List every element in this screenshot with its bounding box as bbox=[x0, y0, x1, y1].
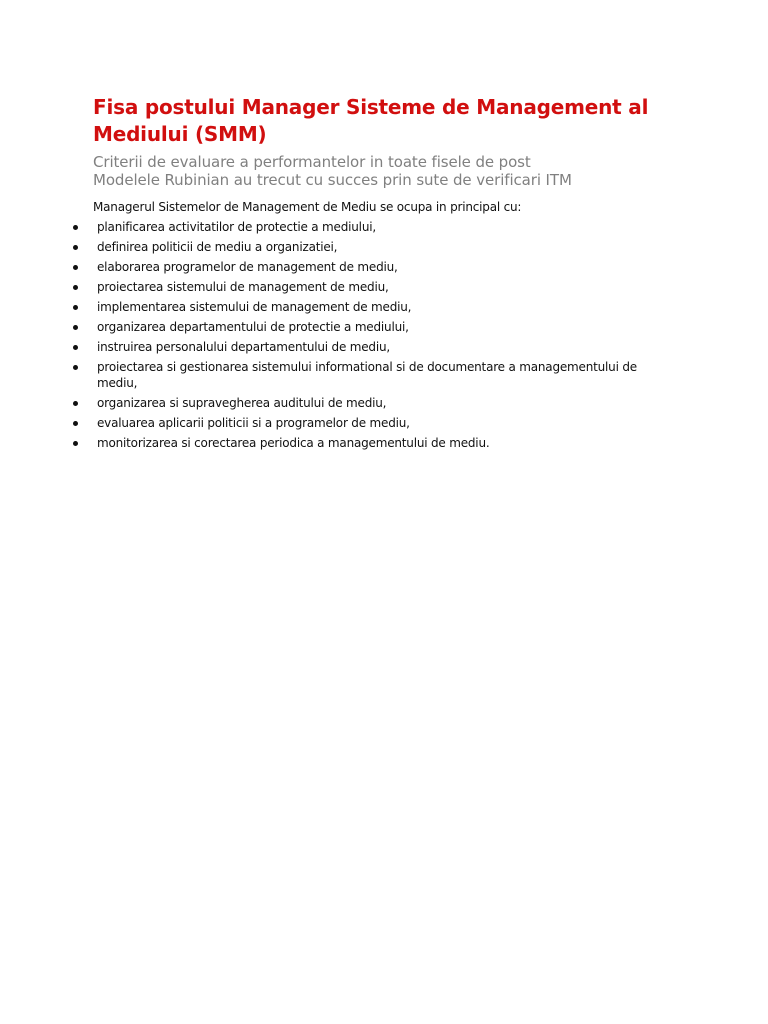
duty-text: instruirea personalului departamentului de mediu, bbox=[97, 340, 391, 354]
duty-item bbox=[60, 435, 660, 451]
duty-text: implementarea sistemului de management de mediu, bbox=[97, 300, 412, 314]
bullet-icon bbox=[73, 325, 78, 330]
duty-text: proiectarea sistemului de management de mediu, bbox=[97, 280, 389, 294]
duty-item bbox=[60, 279, 660, 295]
duty-text: planificarea activitatilor de protectie a mediului, bbox=[97, 220, 376, 234]
duty-text: organizarea si supravegherea auditului de mediu, bbox=[97, 396, 387, 410]
duty-item bbox=[60, 219, 660, 235]
document-title: Fisa postului Manager Sisteme de Management al Mediului (SMM) bbox=[93, 95, 649, 146]
bullet-icon bbox=[73, 421, 78, 426]
duty-item bbox=[60, 395, 660, 411]
duty-text: monitorizarea si corectarea periodica a managementului de mediu. bbox=[97, 436, 490, 450]
duty-item bbox=[60, 259, 660, 275]
duty-item bbox=[60, 239, 660, 255]
duty-text: definirea politicii de mediu a organizatiei, bbox=[97, 240, 338, 254]
intro-paragraph: Managerul Sistemelor de Management de Mediu se ocupa in principal cu: bbox=[93, 200, 522, 214]
bullet-icon bbox=[73, 345, 78, 350]
bullet-icon bbox=[73, 265, 78, 270]
bullet-icon bbox=[73, 365, 78, 370]
duty-text: proiectarea si gestionarea sistemului informational si de documentare a managementului de mediu, bbox=[97, 360, 637, 390]
subtitle-line-1: Criterii de evaluare a performantelor in toate fisele de post bbox=[93, 153, 531, 171]
bullet-icon bbox=[73, 401, 78, 406]
duty-item bbox=[60, 359, 660, 391]
subtitle-line-2: Modelele Rubinian au trecut cu succes prin sute de verificari ITM bbox=[93, 171, 572, 189]
duty-item bbox=[60, 299, 660, 315]
duty-item bbox=[60, 319, 660, 335]
bullet-icon bbox=[73, 305, 78, 310]
duties-list bbox=[60, 219, 660, 455]
duty-text: organizarea departamentului de protectie a mediului, bbox=[97, 320, 409, 334]
bullet-icon bbox=[73, 441, 78, 446]
bullet-icon bbox=[73, 225, 78, 230]
duty-text: elaborarea programelor de management de mediu, bbox=[97, 260, 398, 274]
document-subtitle bbox=[93, 153, 713, 189]
duty-text: evaluarea aplicarii politicii si a programelor de mediu, bbox=[97, 416, 410, 430]
bullet-icon bbox=[73, 285, 78, 290]
duty-item bbox=[60, 339, 660, 355]
bullet-icon bbox=[73, 245, 78, 250]
duty-item bbox=[60, 415, 660, 431]
